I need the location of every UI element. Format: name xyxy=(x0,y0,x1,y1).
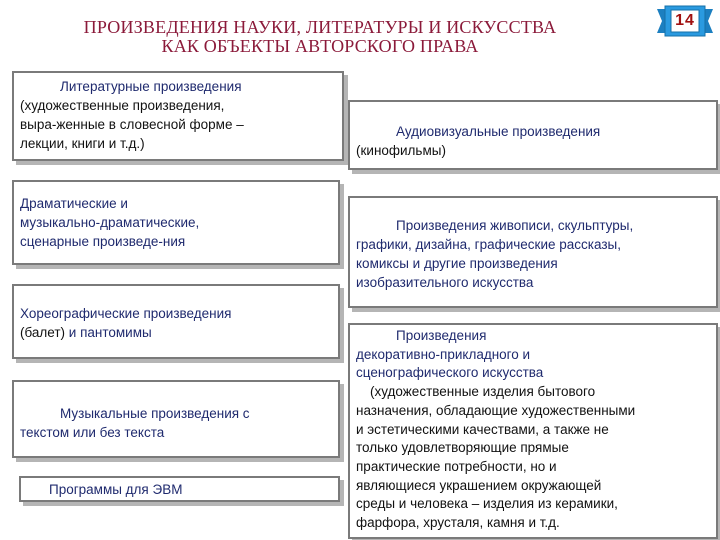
dramatic-works-line-3: сценарные произведе-ния xyxy=(20,234,186,249)
decorative-works-line-4: (художественные изделия бытового xyxy=(370,384,596,400)
fine-art-works-line-2: графики, дизайна, графические рассказы, xyxy=(356,237,621,252)
choreographic-works-pantomime: и пантомимы xyxy=(65,325,152,340)
decorative-works-box xyxy=(348,323,718,539)
fine-art-works-line-4: изобразительного искусства xyxy=(356,275,534,290)
decorative-works-line-10: среды и человека – изделия из керамики, xyxy=(356,496,618,512)
fine-art-works-line-1: Произведения живописи, скульптуры, xyxy=(396,218,634,233)
software-box xyxy=(19,476,340,502)
musical-works-line-1: Музыкальные произведения с xyxy=(60,406,250,421)
decorative-works-line-5: назначения, обладающие художественными xyxy=(356,402,636,418)
dramatic-works-line-2: музыкально-драматические, xyxy=(20,215,200,230)
choreographic-works-ballet: (балет) xyxy=(20,325,66,340)
page-title xyxy=(20,18,620,56)
literary-works-line-1: (художественные произведения, xyxy=(20,98,225,113)
decorative-works-line-2: декоративно-прикладного и xyxy=(356,346,531,362)
audiovisual-works-heading: Аудиовизуальные произведения xyxy=(396,124,601,139)
software-label: Программы для ЭВМ xyxy=(49,482,183,497)
slide-number-badge xyxy=(657,3,713,43)
decorative-works-line-7: только удовлетворяющие прямые xyxy=(356,440,569,456)
decorative-works-line-6: и эстетическими качествами, а также не xyxy=(356,421,609,437)
literary-works-box xyxy=(12,71,344,161)
literary-works-line-3: лекции, книги и т.д.) xyxy=(20,136,145,151)
fine-art-works-line-3: комиксы и другие произведения xyxy=(356,256,558,271)
page-title-line-1: ПРОИЗВЕДЕНИЯ НАУКИ, ЛИТЕРАТУРЫ И ИСКУССТВА xyxy=(83,17,557,37)
audiovisual-works-line-2: (кинофильмы) xyxy=(356,143,446,158)
fine-art-works-box xyxy=(348,196,718,308)
decorative-works-line-3: сценографического искусства xyxy=(356,365,544,381)
decorative-works-line-1: Произведения xyxy=(396,328,487,343)
slide-number: 14 xyxy=(675,12,695,29)
dramatic-works-box xyxy=(12,180,340,265)
dramatic-works-line-1: Драматические и xyxy=(20,196,128,211)
musical-works-box xyxy=(12,380,340,458)
page-title-line-2: КАК ОБЪЕКТЫ АВТОРСКОГО ПРАВА xyxy=(161,36,479,56)
choreographic-works-line-1: Хореографические произведения xyxy=(20,306,232,321)
decorative-works-line-11: фарфора, хрусталя, камня и т.д. xyxy=(356,515,560,531)
musical-works-line-2: текстом или без текста xyxy=(20,425,165,440)
literary-works-heading: Литературные произведения xyxy=(60,79,242,94)
literary-works-line-2: выра-женные в словесной форме – xyxy=(20,117,244,132)
decorative-works-line-8: практические потребности, но и xyxy=(356,458,557,474)
audiovisual-works-box xyxy=(348,100,718,170)
decorative-works-line-9: являющиеся украшением окружающей xyxy=(356,477,602,493)
choreographic-works-box xyxy=(12,284,340,359)
